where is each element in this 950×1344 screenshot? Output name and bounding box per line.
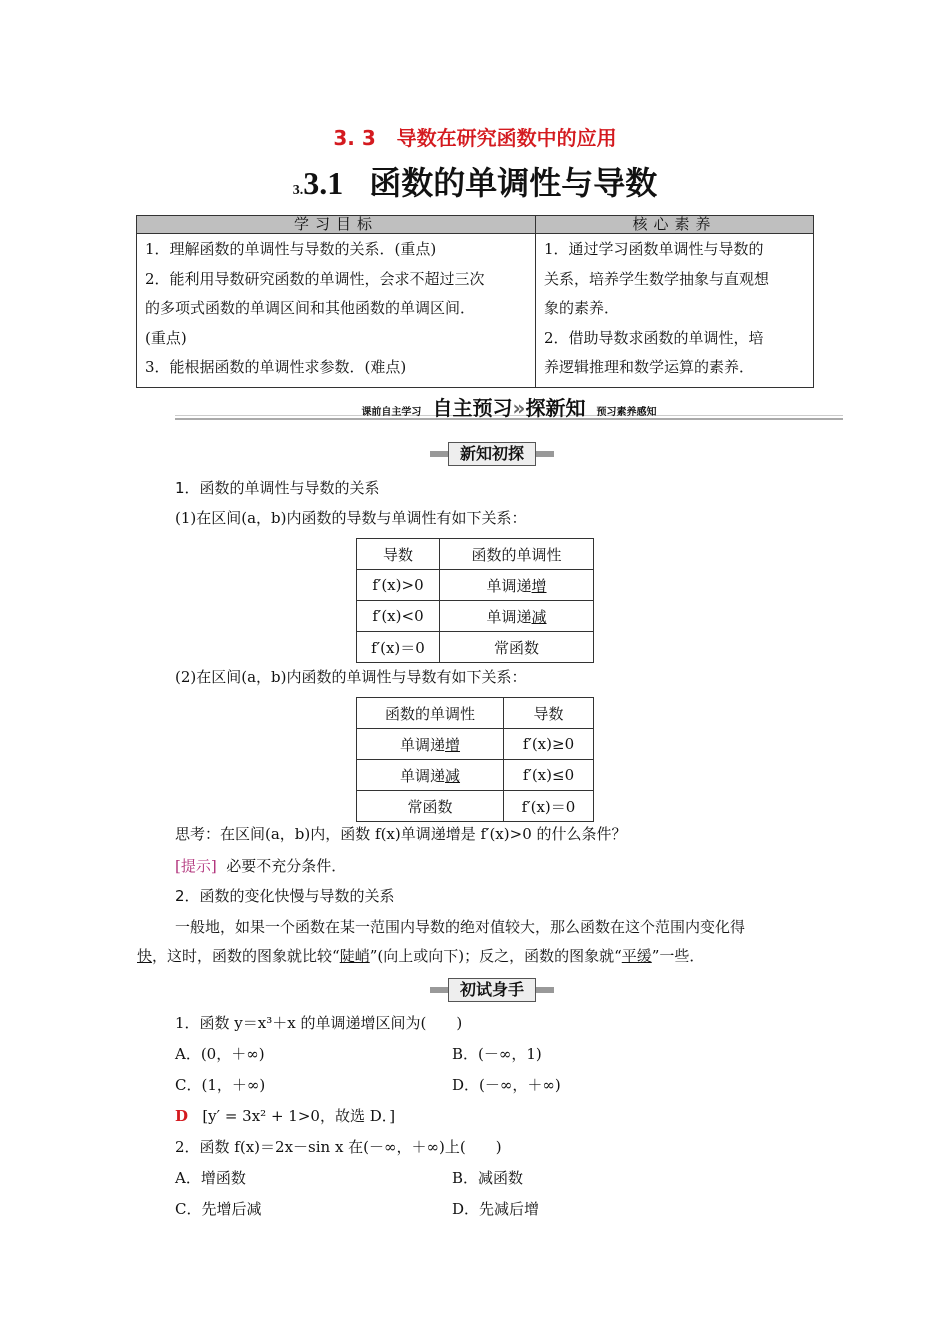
section-number: 3. 3	[333, 126, 376, 150]
q1-option-b: B．(－∞，1)	[452, 1045, 542, 1063]
literacy-line: 关系，培养学生数学抽象与直观想	[544, 269, 770, 288]
banner-right-label: 预习素养感知	[596, 407, 657, 418]
paragraph-3-line2	[137, 946, 704, 966]
cell-text: 单调递	[399, 766, 445, 785]
cell-answer: 减	[531, 607, 547, 626]
q1-option-c: C．(1，＋∞)	[175, 1076, 266, 1094]
answer-explanation: [y′ = 3x² + 1>0，故选 D．]	[202, 1107, 396, 1125]
table-header-cell: 函数的单调性	[440, 539, 594, 570]
table-cell: f′(x)>0	[357, 570, 440, 601]
table-cell: f′(x)＝0	[504, 791, 594, 822]
cell-answer: 增	[531, 576, 547, 595]
goals-header: 学习目标	[137, 216, 536, 234]
paragraph-3-line1: 一般地，如果一个函数在某一范围内导数的绝对值较大，那么函数在这个范围内变化得	[175, 918, 746, 936]
table-header-cell: 函数的单调性	[357, 698, 504, 729]
goal-line: 1．理解函数的单调性与导数的关系．(重点)	[145, 240, 437, 258]
lesson-prefix: 3.	[292, 183, 304, 198]
table-cell	[357, 760, 504, 791]
table-row	[357, 729, 594, 760]
question-2: 2．函数 f(x)＝2x－sin x 在(－∞，＋∞)上( )	[175, 1138, 502, 1156]
banner-left-label: 课前自主学习	[361, 407, 422, 418]
blank-answer: 快	[137, 947, 153, 965]
cell-text: 单调递	[486, 607, 532, 626]
tag-label: 初试身手	[448, 978, 536, 1002]
table-cell: f′(x)≤0	[504, 760, 594, 791]
hint-label: [提示]	[175, 857, 217, 875]
table-cell	[440, 570, 594, 601]
literacy-header: 核心素养	[536, 216, 814, 234]
section-title-text: 导数在研究函数中的应用	[396, 126, 617, 150]
cell-text: 单调递	[399, 735, 445, 754]
blank-answer: 陡峭	[339, 947, 370, 965]
para-text: ，这时，函数的图象就比较“	[152, 947, 340, 965]
blank-answer: 平缓	[621, 947, 652, 965]
literacy-line: 2．借助导数求函数的单调性，培	[544, 328, 764, 347]
literacy-line: 象的素养．	[544, 299, 620, 317]
table-cell	[440, 601, 594, 632]
relation-table-1	[356, 538, 594, 663]
q1-answer	[175, 1106, 395, 1126]
question-1: 1．函数 y＝x³＋x 的单调递增区间为( )	[175, 1014, 463, 1032]
table-row	[357, 570, 594, 601]
lesson-title	[0, 158, 950, 204]
q2-option-b: B．减函数	[452, 1169, 524, 1187]
goals-cell	[137, 234, 536, 388]
para-text: ”一些．	[651, 947, 705, 965]
paragraph-2: (2)在区间(a，b)内函数的单调性与导数有如下关系：	[175, 668, 527, 686]
heading-2: 2．函数的变化快慢与导数的关系	[175, 887, 395, 905]
table-row	[357, 632, 594, 663]
literacy-line: 养逻辑推理和数学运算的素养．	[544, 358, 755, 376]
goal-line: (重点)	[145, 328, 187, 347]
cell-answer: 减	[445, 766, 461, 785]
goal-line: 3．能根据函数的单调性求参数．(难点)	[145, 358, 407, 376]
tag-label: 新知初探	[448, 442, 536, 466]
table-cell	[357, 729, 504, 760]
goals-table	[136, 215, 814, 388]
banner-arrow-icon: »	[512, 396, 526, 420]
table-row	[357, 791, 594, 822]
hint	[175, 856, 346, 876]
para-text: ”(向上或向下)；反之，函数的图象就“	[369, 947, 622, 965]
new-knowledge-tag	[430, 442, 554, 466]
goal-line: 2．能利用导数研究函数的单调性，会求不超过三次	[145, 269, 485, 288]
lesson-title-text: 函数的单调性与导数	[369, 164, 658, 202]
hint-text: 必要不充分条件．	[226, 857, 347, 875]
q2-option-a: A．增函数	[175, 1169, 246, 1187]
table-cell: 常函数	[440, 632, 594, 663]
q2-option-d: D．先减后增	[452, 1200, 540, 1218]
section-title	[0, 122, 950, 151]
answer-letter: D	[175, 1107, 189, 1125]
table-header-cell: 导数	[504, 698, 594, 729]
q1-option-d: D．(－∞，＋∞)	[452, 1076, 561, 1094]
literacy-line: 1．通过学习函数单调性与导数的	[544, 240, 764, 258]
cell-answer: 增	[445, 735, 461, 754]
practice-tag	[430, 978, 554, 1002]
think-question: 思考：在区间(a，b)内，函数 f(x)单调递增是 f′(x)>0 的什么条件？	[175, 825, 627, 843]
table-cell: f′(x)≥0	[504, 729, 594, 760]
table-header-cell: 导数	[357, 539, 440, 570]
heading-1: 1．函数的单调性与导数的关系	[175, 479, 380, 497]
table-cell: f′(x)<0	[357, 601, 440, 632]
banner-title-1: 自主预习	[432, 396, 513, 420]
paragraph-1: (1)在区间(a，b)内函数的导数与单调性有如下关系：	[175, 509, 527, 527]
table-row	[357, 760, 594, 791]
q2-option-c: C．先增后减	[175, 1200, 262, 1218]
cell-text: 单调递	[486, 576, 532, 595]
relation-table-2	[356, 697, 594, 822]
section-banner	[175, 390, 843, 420]
banner-title-2: 探新知	[525, 396, 586, 420]
lesson-number: 3.1	[303, 165, 344, 201]
table-row	[357, 601, 594, 632]
table-cell: 常函数	[357, 791, 504, 822]
goal-line: 的多项式函数的单调区间和其他函数的单调区间．	[145, 299, 476, 317]
q1-option-a: A．(0，＋∞)	[175, 1045, 265, 1063]
table-cell: f′(x)＝0	[357, 632, 440, 663]
literacy-cell	[536, 234, 814, 388]
